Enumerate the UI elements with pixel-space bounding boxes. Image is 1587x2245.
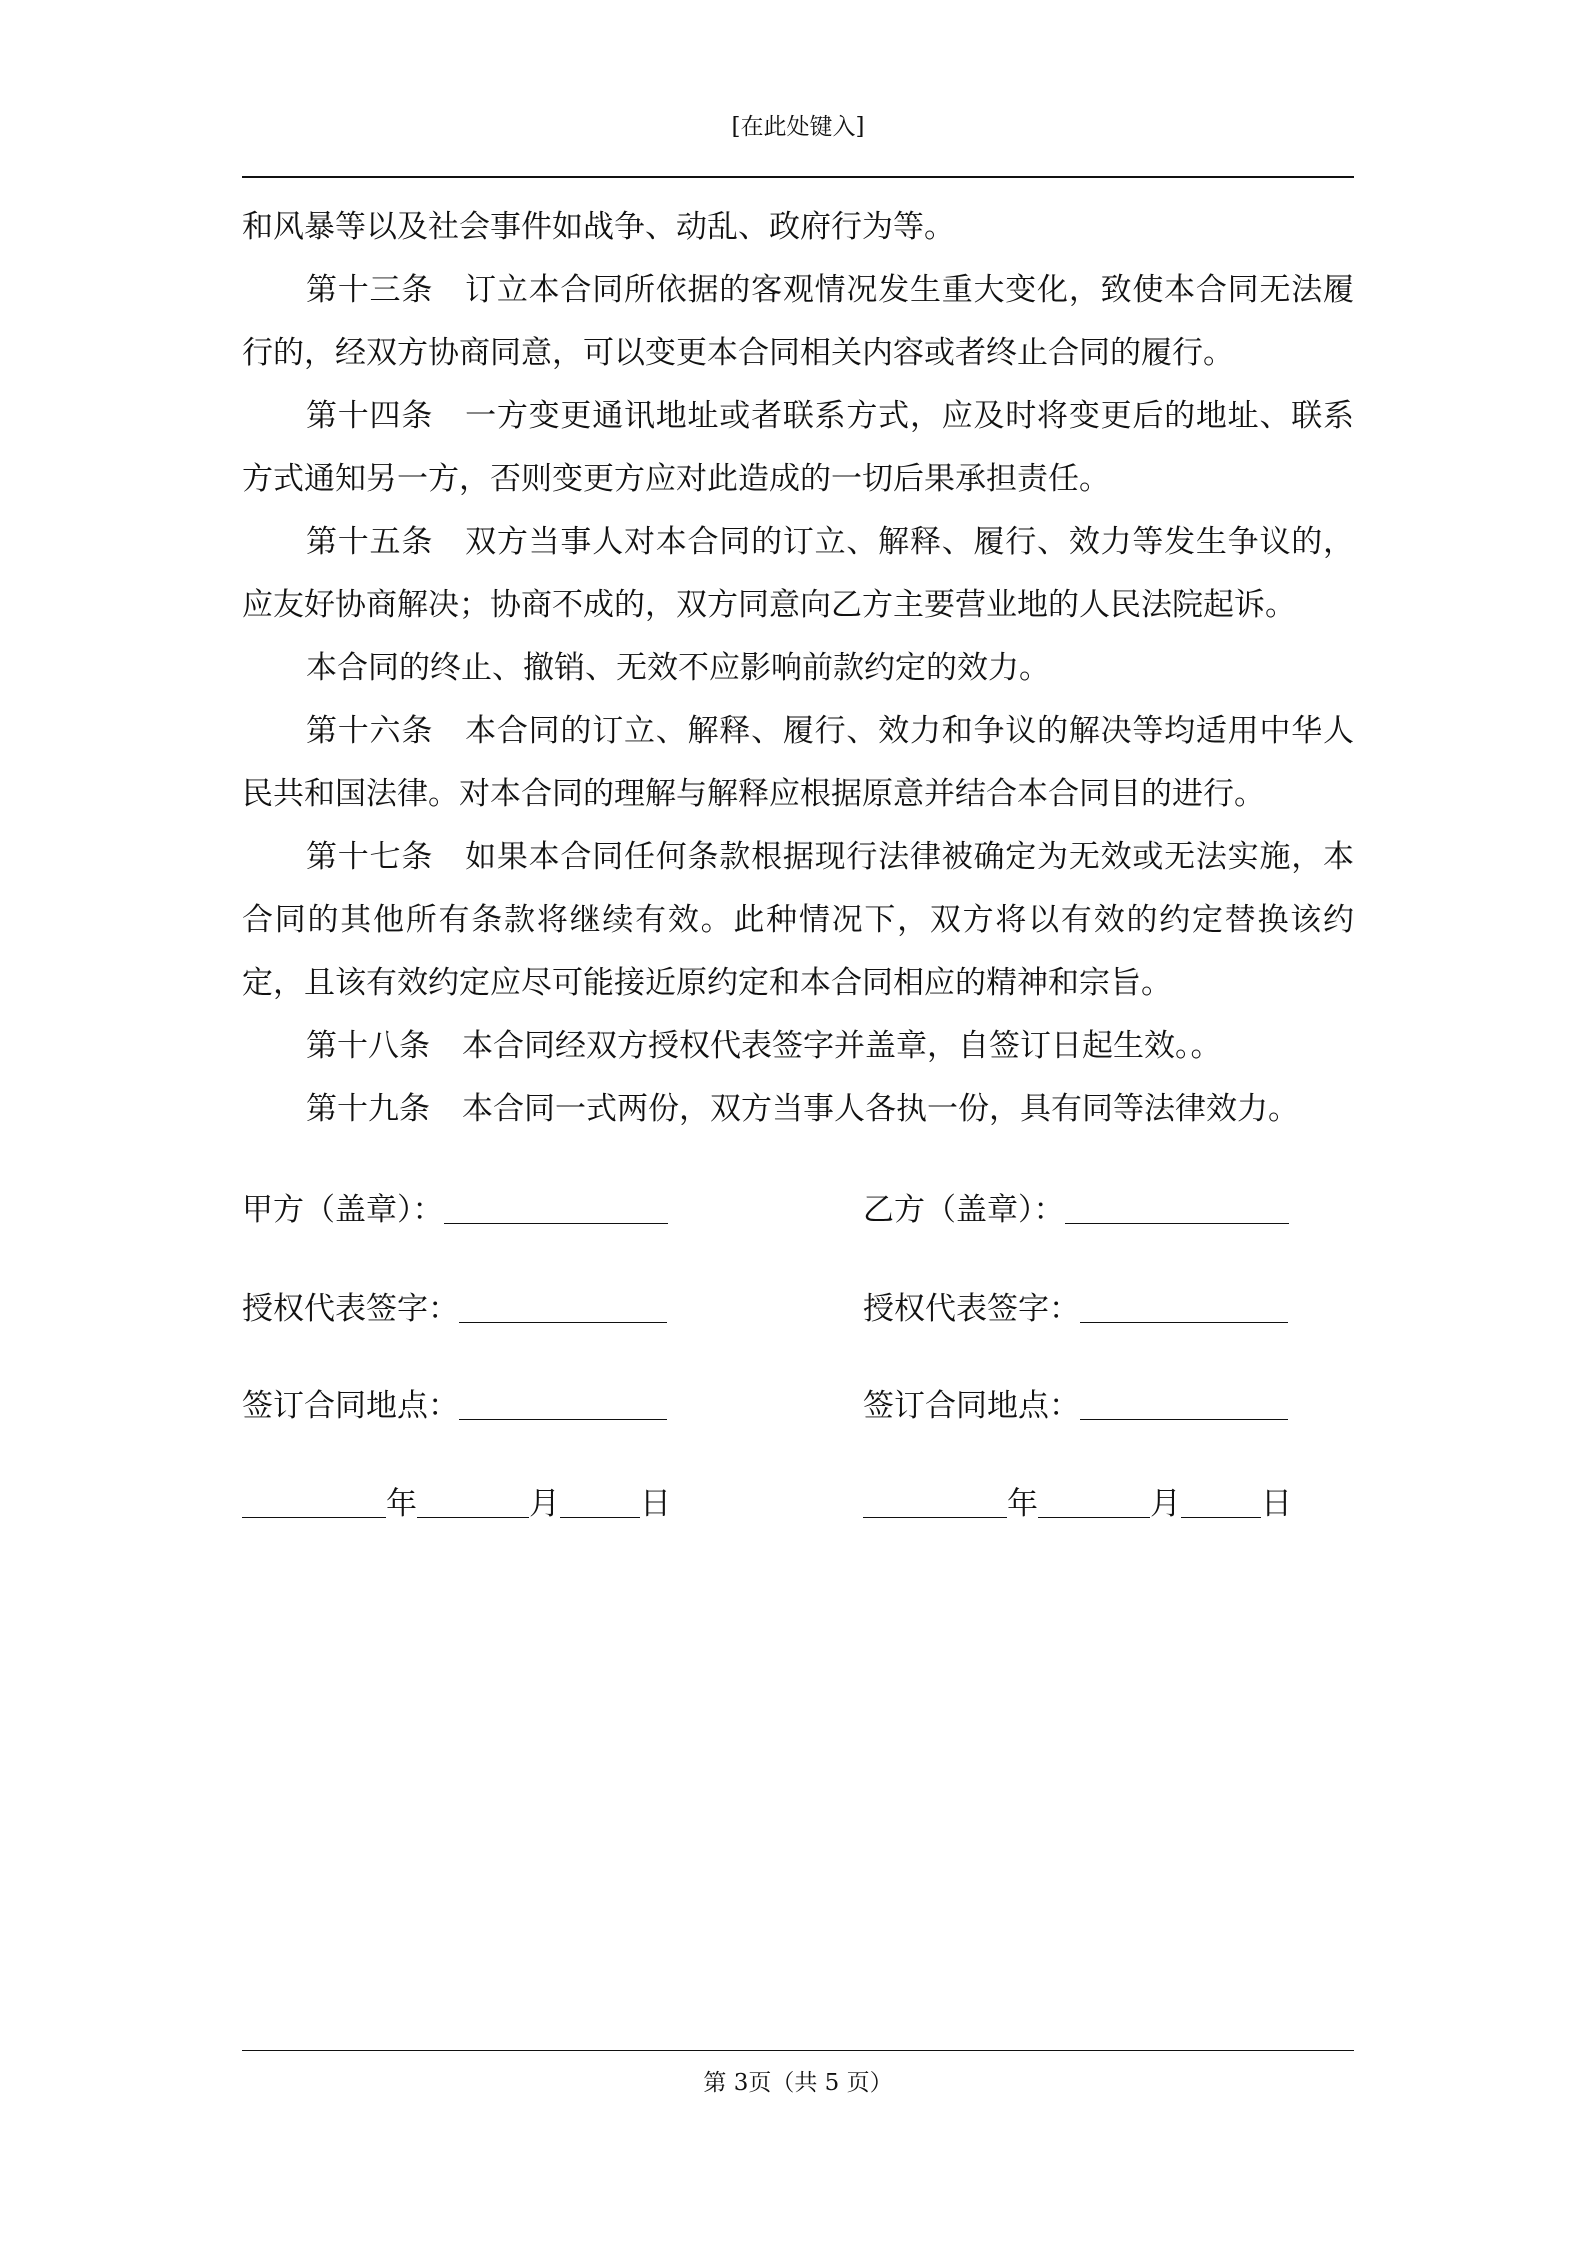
paragraph-text: 本合同的终止、撤销、无效不应影响前款约定的效力。 [306, 650, 1050, 686]
party-a-place-blank[interactable] [459, 1389, 667, 1420]
party-a-seal-label: 甲方（盖章）： [242, 1192, 444, 1228]
party-b-rep-line [863, 1289, 1288, 1329]
year-label: 年 [1007, 1486, 1038, 1522]
article-15-addendum [242, 637, 1354, 700]
paragraph-continuation [242, 196, 1354, 259]
article-text: 一方变更通讯地址或者联系方式，应及时将变更后的地址、联系方式通知另一方，否则变更方应对此造成的一切后果承担责任。 [242, 398, 1355, 497]
article-number: 第十六条 [306, 713, 434, 749]
article-number: 第十八条 [306, 1028, 430, 1064]
party-a-rep-line [242, 1289, 667, 1329]
article-number: 第十七条 [306, 839, 434, 875]
day-label: 日 [1261, 1486, 1292, 1522]
contract-body [242, 196, 1354, 1141]
party-b-seal-blank[interactable] [1065, 1193, 1289, 1224]
party-b-date-line [863, 1484, 1292, 1524]
party-a-seal-blank[interactable] [444, 1193, 668, 1224]
party-b-place-line [863, 1386, 1288, 1426]
year-label: 年 [386, 1486, 417, 1522]
party-b-rep-blank[interactable] [1080, 1292, 1288, 1323]
party-b-place-label: 签订合同地点： [863, 1388, 1080, 1424]
paragraph-text: 和风暴等以及社会事件如战争、动乱、政府行为等。 [242, 209, 955, 245]
header-rule [242, 176, 1354, 178]
party-a-place-label: 签订合同地点： [242, 1388, 459, 1424]
day-label: 日 [640, 1486, 671, 1522]
article-text: 双方当事人对本合同的订立、解释、履行、效力等发生争议的，应友好协商解决；协商不成的，双方同意向乙方主要营业地的人民法院起诉。 [242, 524, 1355, 623]
month-label: 月 [1150, 1486, 1181, 1522]
article-17 [242, 826, 1354, 1015]
article-text: 本合同经双方授权代表签字并盖章，自签订日起生效。。 [462, 1028, 1222, 1064]
article-text: 本合同的订立、解释、履行、效力和争议的解决等均适用中华人民共和国法律。对本合同的理解与解释应根据原意并结合本合同目的进行。 [242, 713, 1355, 812]
article-13 [242, 259, 1354, 385]
party-b-seal-line [863, 1190, 1289, 1230]
article-number: 第十五条 [306, 524, 434, 560]
party-a-month-blank[interactable] [417, 1487, 529, 1518]
party-b-seal-label: 乙方（盖章）： [863, 1192, 1065, 1228]
article-text: 如果本合同任何条款根据现行法律被确定为无效或无法实施，本合同的其他所有条款将继续有效。此种情况下，双方将以有效的约定替换该约定，且该有效约定应尽可能接近原约定和本合同相应的精神和宗旨。 [242, 839, 1355, 1001]
party-b-month-blank[interactable] [1038, 1487, 1150, 1518]
party-b-place-blank[interactable] [1080, 1389, 1288, 1420]
page-footer: 第 3页（共 5 页） [703, 2070, 893, 2096]
article-number: 第十四条 [306, 398, 434, 434]
party-b-day-blank[interactable] [1181, 1487, 1261, 1518]
party-a-year-blank[interactable] [242, 1487, 386, 1518]
article-14 [242, 385, 1354, 511]
party-a-date-line [242, 1484, 671, 1524]
article-18 [242, 1015, 1354, 1078]
party-a-rep-label: 授权代表签字： [242, 1291, 459, 1327]
article-number: 第十三条 [306, 272, 434, 308]
article-number: 第十九条 [306, 1091, 430, 1127]
party-a-seal-line [242, 1190, 668, 1230]
party-a-day-blank[interactable] [560, 1487, 640, 1518]
article-15 [242, 511, 1354, 637]
article-16 [242, 700, 1354, 826]
month-label: 月 [529, 1486, 560, 1522]
party-b-rep-label: 授权代表签字： [863, 1291, 1080, 1327]
page-header: [在此处键入] [731, 114, 865, 140]
party-b-year-blank[interactable] [863, 1487, 1007, 1518]
party-a-rep-blank[interactable] [459, 1292, 667, 1323]
party-a-place-line [242, 1386, 667, 1426]
article-text: 本合同一式两份，双方当事人各执一份，具有同等法律效力。 [462, 1091, 1299, 1127]
article-19 [242, 1078, 1354, 1141]
article-text: 订立本合同所依据的客观情况发生重大变化，致使本合同无法履行的，经双方协商同意，可以变更本合同相关内容或者终止合同的履行。 [242, 272, 1355, 371]
footer-rule [242, 2050, 1354, 2051]
